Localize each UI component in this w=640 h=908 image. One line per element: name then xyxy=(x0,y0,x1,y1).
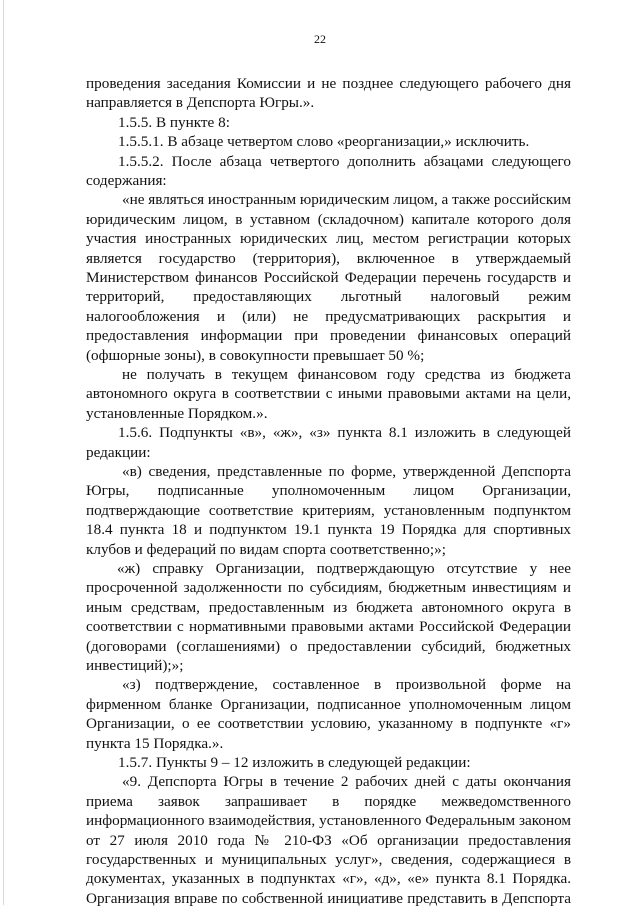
text-line: (офшорные зоны), в совокупности превышает 50 %; xyxy=(86,346,425,364)
text-line: «з) подтверждение, составленное в произвольной форме на xyxy=(122,676,571,694)
text-line: просроченной задолженности по субсидиям, бюджетным инвестициям и xyxy=(86,579,571,597)
text-line: «не являться иностранным юридическим лицом, а также российским xyxy=(122,191,572,209)
text-line: соответствии с нормативными правовыми актами Российской Федерации xyxy=(86,618,571,636)
text-line: клубов и федераций по видам спорта соответственно;»; xyxy=(86,540,446,558)
text-line: содержания: xyxy=(86,172,167,189)
text-line: 1.5.6. Подпункты «в», «ж», «з» пункта 8.1 изложить в следующей xyxy=(118,424,571,442)
page-number: 22 xyxy=(314,32,326,46)
text-line: Югры, подписанные уполномоченным лицом Организации, xyxy=(86,482,571,500)
text-line: Организации, о ее соответствии условию, указанному в подпункте «г» xyxy=(86,715,571,733)
text-line: информационного взаимодействия, установленного Федеральным законом xyxy=(86,812,571,830)
text-line: подтверждающие соответствие критериям, установленным подпунктом xyxy=(86,501,571,519)
text-line: предоставления информации при проведении финансовых операций xyxy=(86,327,571,345)
text-line: автономного округа в соответствии с иными правовыми актами на цели, xyxy=(86,385,571,403)
text-line: фирменном бланке Организации, подписанное уполномоченным лицом xyxy=(86,695,571,713)
text-line: проведения заседания Комиссии и не позднее следующего рабочего дня xyxy=(86,75,571,92)
text-line: «в) сведения, представленные по форме, утвержденной Депспорта xyxy=(122,463,571,480)
text-line: Министерством финансов Российской Федерации перечень государств и xyxy=(86,269,571,286)
text-line: 1.5.5.2. После абзаца четвертого дополнить абзацами следующего xyxy=(118,152,571,170)
text-line: от 27 июля 2010 года № 210-ФЗ «Об организации предоставления xyxy=(86,831,571,849)
text-line: приема заявок запрашивает в порядке межведомственного xyxy=(86,792,571,810)
text-line: пункта 15 Порядка.». xyxy=(86,734,224,752)
text-line: 1.5.5. В пункте 8: xyxy=(118,113,230,131)
text-line: установленные Порядком.». xyxy=(86,404,268,422)
text-line: территорий, предоставляющих льготный налоговый режим xyxy=(86,288,571,306)
text-line: 18.4 пункта 18 и подпунктом 19.1 пункта 19 Порядка для спортивных xyxy=(86,521,571,539)
text-line: редакции: xyxy=(86,443,151,461)
text-line: является государство (территория), включенное в утверждаемый xyxy=(86,249,571,267)
text-line: налогообложения и (или) не предусматривающих раскрытия и xyxy=(86,307,571,325)
text-line: 1.5.5.1. В абзаце четвертом слово «реорганизации,» исключить. xyxy=(118,133,530,151)
text-line: (договорами (соглашениями) о предоставлении субсидий, бюджетных xyxy=(86,637,571,655)
text-line: участия иностранных юридических лиц, местом регистрации которых xyxy=(86,230,571,248)
text-line: направляется в Депспорта Югры.». xyxy=(86,94,315,112)
text-line: «ж) справку Организации, подтверждающую отсутствие у нее xyxy=(117,560,571,577)
text-line: Организация вправе по собственной инициативе представить в Депспорта xyxy=(86,889,571,907)
text-line: 1.5.7. Пункты 9 – 12 изложить в следующей редакции: xyxy=(118,754,471,771)
text-line: государственных и муниципальных услуг», сведения, содержащиеся в xyxy=(86,851,571,868)
text-line: юридическим лицом, в уставном (складочном) капитале которого доля xyxy=(86,210,571,228)
text-line: документах, указанных в подпунктах «г», «д», «е» пункта 8.1 Порядка. xyxy=(86,870,571,888)
text-line: «9. Депспорта Югры в течение 2 рабочих дней с даты окончания xyxy=(122,773,571,791)
text-line: инвестиций);»; xyxy=(86,657,184,674)
text-line: не получать в текущем финансовом году средства из бюджета xyxy=(122,366,571,383)
scan-edge xyxy=(3,0,4,905)
text-line: иным средствам, предоставленным из бюджета автономного округа в xyxy=(86,598,571,616)
